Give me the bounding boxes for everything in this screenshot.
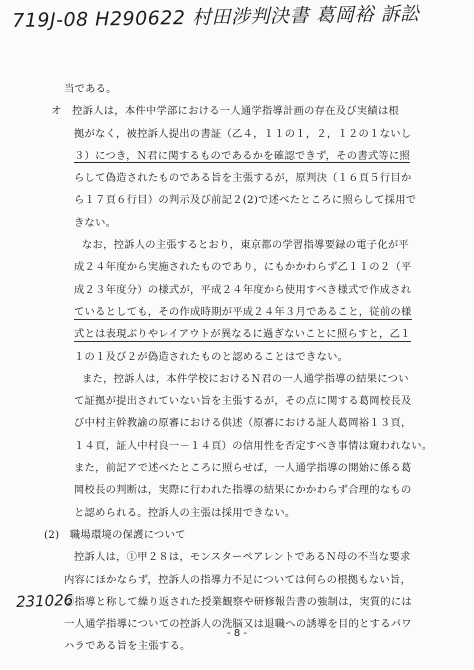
text-line: ハラである旨を主張する。 (64, 640, 191, 653)
text-line: らして偽造されたものである旨を主張するが，原判決（１６頁５行目か (74, 172, 412, 185)
text-line (74, 145, 448, 167)
text-line: オ 控訴人は，本件中学部における一人通学指導計画の存在及び実績は根 (51, 105, 400, 118)
text-line: きない。 (74, 216, 117, 229)
text-line: 拠がなく，被控訴人提出の書証（乙４，１１の１，２，１２の１ないし (74, 127, 412, 140)
text-line (74, 323, 448, 345)
handwritten-footer-number: 231026 (15, 591, 74, 611)
text-line: 内容にほかならず，控訴人の指導力不足については何らの根拠もない旨， (64, 573, 412, 586)
text-line: ら１７頁６行目）の判示及び前記２(2)で述べたところに照らして採用で (74, 194, 417, 207)
section-heading: (2) 職場環境の保護について (44, 528, 186, 541)
underlined-phrase: ３）につき，Ｎ君に関するものであるかを確認できず，その書式等に照 (74, 149, 411, 162)
text-line: また，控訴人は，本件学校におけるＮ君の一人通学指導の結果につい (82, 372, 409, 385)
text-line: 成２３年度分）の様式が，平成２４年度から使用すべき様式で作成され (74, 283, 412, 296)
text-line: 一人通学指導についての控訴人の洗脳又は退職への誘導を目的とするパワ (64, 618, 412, 631)
text-line: １４頁，証人中村良一－１４頁）の信用性を否定すべき事情は窺われない。 (74, 439, 433, 452)
text-line: なお，控訴人の主張するとおり，東京都の学習指導要録の電子化が平 (82, 239, 409, 252)
text-line: １の１及び２が偽造されたものと認めることはできない。 (74, 350, 349, 363)
text-line: ②指導と称して繰り返された授業観察や研修報告書の強制は，実質的には (64, 595, 413, 608)
page-number: - 8 - (227, 628, 247, 639)
text-line: また，前記アで述べたところに照らせば，一人通学指導の開始に係る葛 (74, 462, 412, 475)
text-line: 控訴人は，①甲２８は，モンスターペアレントであるＮ母の不当な要求 (74, 551, 411, 564)
text-line (74, 301, 448, 323)
underlined-line: 式とは表現ぶりやレイアウトが異なるに過ぎないことに照らすと，乙１ (74, 328, 411, 341)
text-line: 成２４年度から実施されたものであり，にもかかわらず乙１１の２（平 (74, 261, 412, 274)
text-line: び中村主幹教諭の原審における供述（原審における証人葛岡裕１３頁， (74, 417, 412, 430)
text-line: て証拠が提出されていない旨を主張するが，その点に関する葛岡校長及 (74, 395, 412, 408)
text-line: 岡校長の判断は，実際に行われた指導の結果にかかわらず合理的なもの (74, 484, 412, 497)
underlined-line: ているとしても，その作成時期が平成２４年３月であること，従前の様 (74, 305, 412, 318)
text-line: 当である。 (64, 83, 117, 95)
text-line: と認められる。控訴人の主張は採用できない。 (74, 506, 296, 519)
handwritten-case-header: 719J-08 H290622 村田涉判決書 葛岡裕 訴訟 (12, 2, 420, 32)
